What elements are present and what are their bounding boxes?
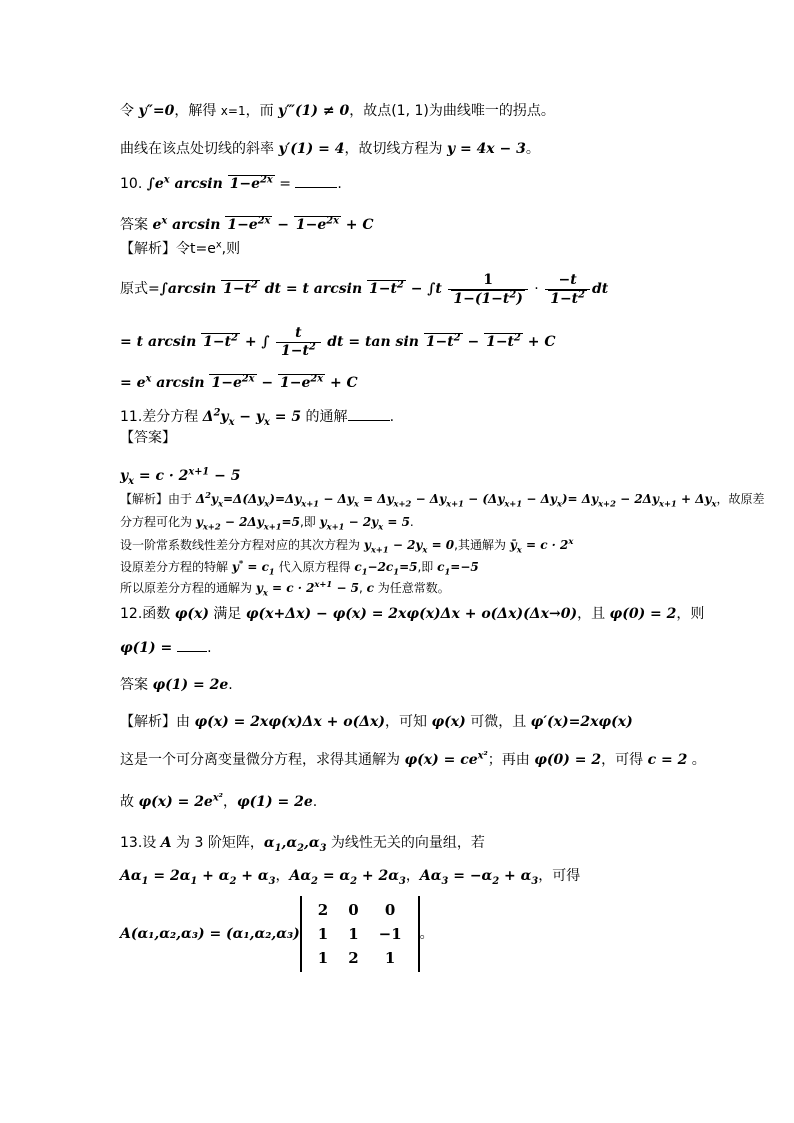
analysis-12-line-3: 故 $\varphi(x) = 2e^{x^2}$，φ(1) = 2e. — [120, 792, 318, 810]
answer-12: 答案 φ(1) = 2e. — [120, 677, 233, 693]
analysis-10-step-3: = $e^x$ $\arcsin 1-e^{2x} - 1-e^{2x} + C$ — [120, 373, 358, 391]
matrix-cell: 1 — [317, 925, 329, 943]
analysis-12-line-1: 【解析】由 φ(x) = 2xφ(x)Δx + o(Δx)，可知 φ(x) 可微，且 φ′(x)=2xφ(x) — [120, 714, 633, 730]
analysis-12-line-2: 这是一个可分离变量微分方程，求得其通解为 $\varphi(x) = ce^{x^2}$；再由 φ(0) = 2，可得 c = 2 。 — [120, 750, 706, 768]
matrix-cell: 0 — [348, 901, 359, 919]
analysis-11-line-2: 分方程可化为 $y_{x+2} - 2\Delta y_{x+1}=5$,即 $y_{x+1} - 2y_x = 5$. — [120, 515, 414, 532]
question-13-matrix-equation — [120, 896, 754, 968]
question-11: 11.差分方程 $\Delta^2y_x - y_x = 5$ 的通解 . — [120, 407, 395, 428]
analysis-11-line-1: 【解析】由于 $\Delta^2y_x=\Delta(\Delta y_x)=\Delta y_{x+1} - \Delta y_x = \Delta y_{x+2} - \Delta y_{x+1} - (\Delta y_{x+1} - \Delta y_x)= \Delta y_{x+2} - 2\Delta y_{x+1} + \Delta y_x$，故原差 — [120, 490, 765, 509]
matrix-cell: 2 — [317, 901, 329, 919]
matrix-cell: 1 — [384, 949, 396, 967]
matrix-cell: 2 — [348, 949, 359, 967]
question-12: 12.函数 φ(x) 满足 φ(x+Δx) − φ(x) = 2xφ(x)Δx + o(Δx)(Δx→0)，且 φ(0) = 2，则 — [120, 606, 705, 622]
analysis-11-line-4: 设原差分方程的特解 $y^* = c_1$ 代入原方程得 $c_1-2c_1=5$,即 $c_1=-5$ — [120, 558, 479, 577]
answer-11-tag: 【答案】 — [120, 430, 176, 446]
matrix — [300, 896, 420, 972]
analysis-10-step-2: = t $\arcsin 1-t^2$ + ∫ $\frac{t}{1-t^2}$ dt = $\tan \sin 1-t^2 - 1-t^2 + C$ — [120, 324, 556, 359]
matrix-cell: 1 — [348, 925, 359, 943]
question-13: 13.设 A 为 3 阶矩阵，$\alpha_1,\alpha_2,\alpha_3$ 为线性无关的向量组，若 — [120, 835, 485, 854]
matrix-cell: −1 — [378, 925, 402, 943]
text-line-tangent: 曲线在该点处切线的斜率 y′(1) = 4，故切线方程为 y = 4x − 3。 — [120, 141, 540, 157]
analysis-11-line-5: 所以原差分方程的通解为 $y_x = c \cdot 2^{x+1} - 5$, c 为任意常数。 — [120, 579, 450, 598]
analysis-11-line-3: 设一阶常系数线性差分方程对应的其次方程为 $y_{x+1} - 2y_x = 0$,其通解为 $ȳ_x = c \cdot 2^x$ — [120, 536, 574, 555]
matrix-end-punct: 。 — [419, 926, 434, 942]
answer-11: $y_x = c \cdot 2^{x+1} - 5$ — [120, 466, 241, 487]
matrix-cell: 0 — [384, 901, 396, 919]
question-12-b: φ(1) = . — [120, 640, 212, 656]
analysis-10-step-1: 原式=∫arcsin $1-t^2$ dt = t $\arcsin 1-t^2 - \int t$ $\frac{1}{1-(1-t^2)}$ · $\frac{-t}{1-t^2}$ dt — [120, 271, 609, 307]
question-13-b: $A\alpha_1 = 2\alpha_1 + \alpha_2 + \alpha_3$，$A\alpha_2 = \alpha_2 + 2\alpha_3$，$A\alpha_3 = -\alpha_2 + \alpha_3$，可得 — [120, 868, 581, 887]
answer-10: 答案 $e^x$ $\arcsin 1-e^{2x} - 1-e^{2x} + C$ — [120, 215, 374, 233]
matrix-equation-lhs: A(α₁,α₂,α₃) = (α₁,α₂,α₃) — [120, 926, 300, 942]
matrix-cell: 1 — [317, 949, 329, 967]
text-line-inflection: 令 y″=0，解得 x=1，而 y‴(1) ≠ 0，故点(1, 1)为曲线唯一的拐点。 — [120, 103, 555, 119]
analysis-10-intro: 【解析】令$t=e^x$,则 — [120, 239, 241, 257]
question-10: 10. $\int e^x$ $\arcsin 1-e^{2x}$ = . — [120, 174, 342, 192]
